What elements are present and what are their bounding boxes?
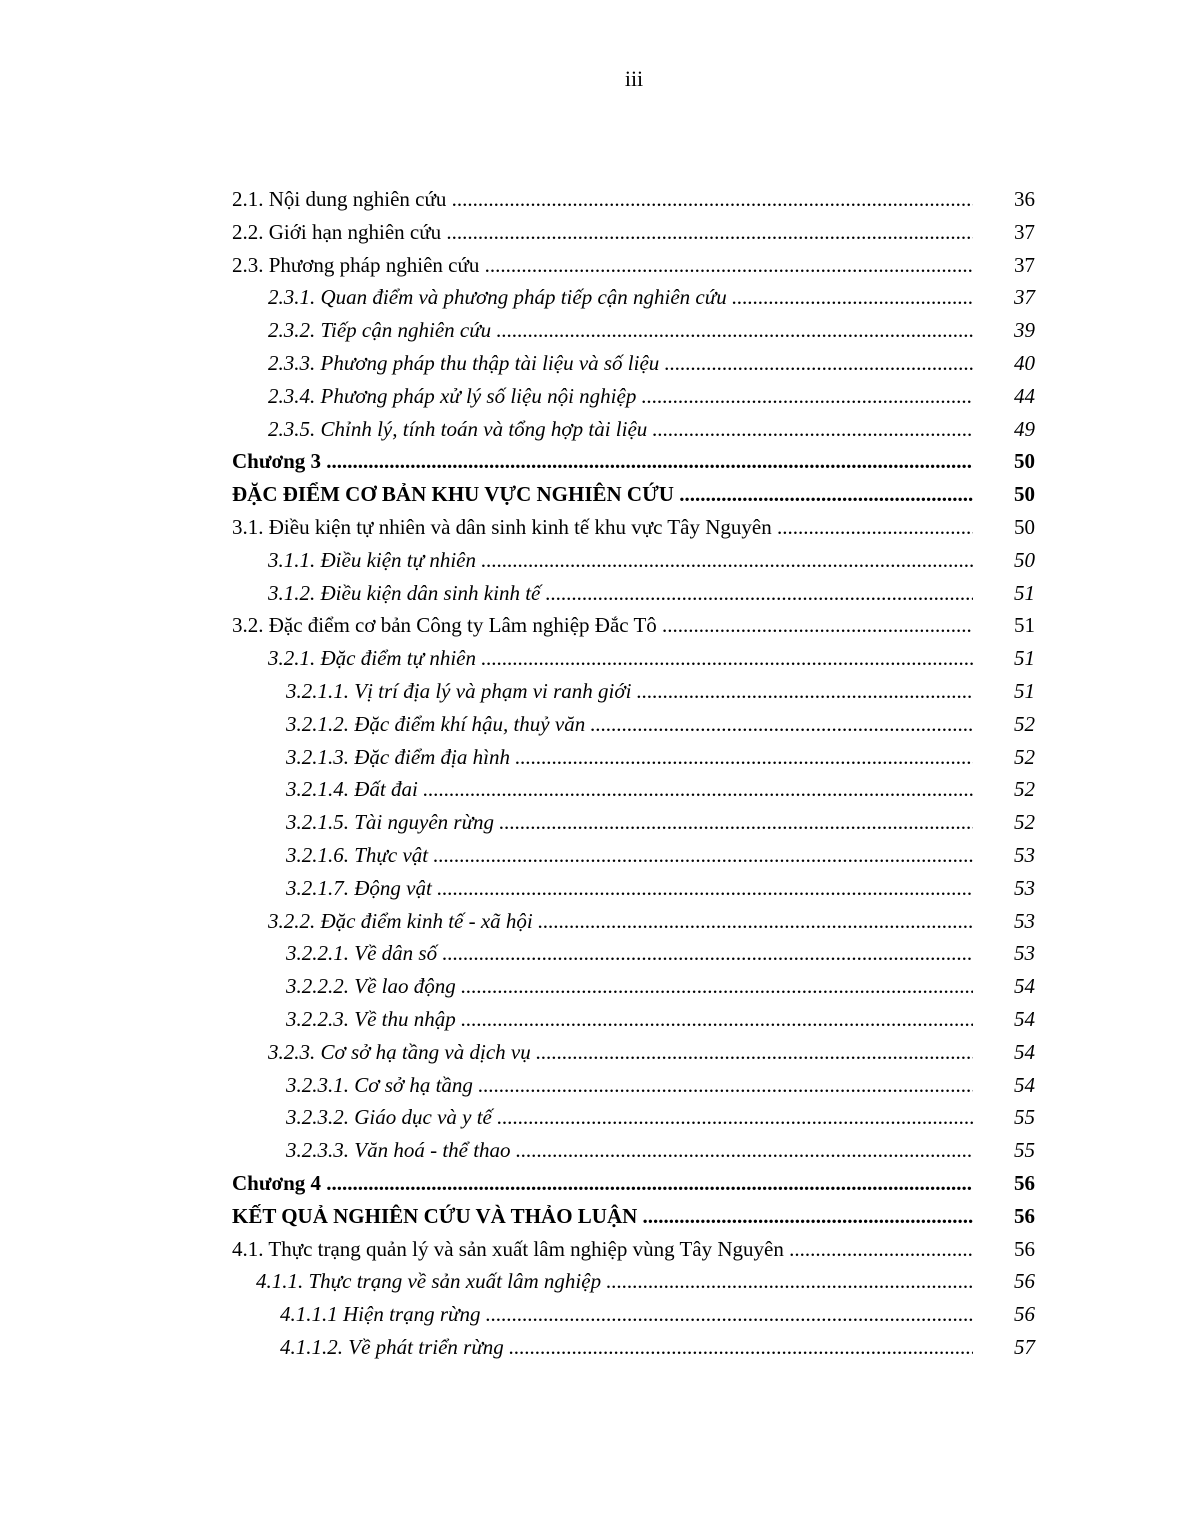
toc-entry-page: 50	[1014, 449, 1035, 474]
toc-entry-title: 3.2.3. Cơ sở hạ tầng và dịch vụ .....	[268, 1036, 973, 1068]
toc-entry-title: 3.2.2. Đặc điểm kinh tế - xã hội .....	[268, 905, 973, 937]
toc-entry-page: 56	[1014, 1170, 1035, 1195]
toc-entry[interactable]	[232, 905, 1035, 938]
toc-entry-title: 3.2.1.3. Đặc điểm địa hình .....	[286, 741, 973, 773]
toc-entry[interactable]	[232, 314, 1035, 347]
toc-entry[interactable]	[232, 544, 1035, 577]
toc-entry-page: 56	[1014, 1236, 1035, 1261]
toc-entry-title: 3.2.2.2. Về lao động .....	[286, 970, 973, 1002]
toc-entry-title: 2.3. Phương pháp nghiên cứu .....	[232, 249, 973, 281]
toc-entry[interactable]	[232, 1298, 1035, 1331]
toc-entry[interactable]	[232, 347, 1035, 380]
toc-entry[interactable]	[232, 708, 1035, 741]
toc-entry-title: ĐẶC ĐIỂM CƠ BẢN KHU VỰC NGHIÊN CỨU .....	[232, 478, 973, 510]
toc-entry[interactable]	[232, 413, 1035, 446]
toc-entry-page: 52	[1014, 711, 1035, 736]
toc-entry[interactable]	[232, 741, 1035, 774]
toc-entry-title: 2.3.2. Tiếp cận nghiên cứu .....	[268, 314, 973, 346]
toc-entry-title: 3.2.1.6. Thực vật .....	[286, 839, 973, 871]
toc-entry-page: 49	[1014, 416, 1035, 441]
toc-entry[interactable]	[232, 511, 1035, 544]
toc-entry[interactable]	[232, 577, 1035, 610]
toc-entry-page: 53	[1014, 941, 1035, 966]
toc-entry-page: 50	[1014, 482, 1035, 507]
toc-entry-title: 4.1. Thực trạng quản lý và sản xuất lâm nghiệp vùng Tây Nguyên .....	[232, 1233, 973, 1265]
toc-entry-title: 3.2.1.2. Đặc điểm khí hậu, thuỷ văn .....	[286, 708, 973, 740]
toc-entry[interactable]	[232, 445, 1035, 478]
toc-entry-title: 3.1.1. Điều kiện tự nhiên .....	[268, 544, 973, 576]
toc-entry-page: 40	[1014, 350, 1035, 375]
toc-entry-page: 36	[1014, 187, 1035, 211]
toc-entry-title: 3.2.2.3. Về thu nhập .....	[286, 1003, 973, 1035]
toc-entry[interactable]	[232, 1134, 1035, 1167]
toc-entry-title: 2.1. Nội dung nghiên cứu .....	[232, 183, 973, 215]
toc-entry-title: 3.1. Điều kiện tự nhiên và dân sinh kinh tế khu vực Tây Nguyên .....	[232, 511, 973, 543]
toc-entry-title: 2.3.5. Chỉnh lý, tính toán và tổng hợp tài liệu .....	[268, 413, 973, 445]
toc-entry-title: 3.2.1.5. Tài nguyên rừng .....	[286, 806, 973, 838]
toc-entry-title: 3.2.1. Đặc điểm tự nhiên .....	[268, 642, 973, 674]
toc-entry[interactable]	[232, 1233, 1035, 1266]
toc-entry-title: 3.2.1.1. Vị trí địa lý và phạm vi ranh giới .....	[286, 675, 973, 707]
toc-entry-title: 4.1.1.2. Về phát triển rừng .....	[280, 1331, 973, 1363]
toc-entry-title: 4.1.1. Thực trạng về sản xuất lâm nghiệp .....	[256, 1265, 973, 1297]
toc-entry-page: 55	[1014, 1105, 1035, 1130]
toc-entry-title: 2.2. Giới hạn nghiên cứu .....	[232, 216, 973, 248]
toc-entry[interactable]	[232, 1167, 1035, 1200]
toc-entry-title: 3.2.3.1. Cơ sở hạ tầng .....	[286, 1069, 973, 1101]
toc-entry[interactable]	[232, 872, 1035, 905]
toc-entry[interactable]	[232, 478, 1035, 511]
toc-entry-page: 52	[1014, 744, 1035, 769]
toc-entry-page: 52	[1014, 777, 1035, 802]
toc-entry-page: 52	[1014, 810, 1035, 835]
toc-entry[interactable]	[232, 970, 1035, 1003]
toc-entry-title: 3.1.2. Điều kiện dân sinh kinh tế .....	[268, 577, 973, 609]
toc-entry-page: 51	[1014, 613, 1035, 638]
toc-entry-page: 56	[1014, 1269, 1035, 1294]
toc-entry[interactable]	[232, 937, 1035, 970]
toc-entry-title: 2.3.4. Phương pháp xử lý số liệu nội nghiệp .....	[268, 380, 973, 412]
toc-entry-title: Chương 4 .....	[232, 1167, 973, 1199]
toc-entry[interactable]	[232, 839, 1035, 872]
toc-entry-title: 3.2.3.2. Giáo dục và y tế .....	[286, 1101, 973, 1133]
toc-entry-page: 56	[1014, 1203, 1035, 1228]
toc-entry-page: 54	[1014, 1006, 1035, 1031]
toc-entry-page: 53	[1014, 875, 1035, 900]
toc-entry-title: 3.2.2.1. Về dân số .....	[286, 937, 973, 969]
toc-entry[interactable]	[232, 1200, 1035, 1233]
toc-entry[interactable]	[232, 1003, 1035, 1036]
toc-entry-page: 54	[1014, 974, 1035, 999]
toc-entry-page: 50	[1014, 514, 1035, 539]
toc-entry-page: 54	[1014, 1072, 1035, 1097]
toc-entry[interactable]	[232, 249, 1035, 282]
toc-entry[interactable]	[232, 1331, 1035, 1364]
toc-entry-title: 3.2.1.7. Động vật .....	[286, 872, 973, 904]
toc-entry-title: 3.2.3.3. Văn hoá - thể thao .....	[286, 1134, 973, 1166]
toc-entry[interactable]	[232, 1069, 1035, 1102]
toc-entry[interactable]	[232, 183, 1035, 216]
toc-entry[interactable]	[232, 380, 1035, 413]
toc-entry[interactable]	[232, 675, 1035, 708]
toc-entry[interactable]	[232, 773, 1035, 806]
toc-entry[interactable]	[232, 806, 1035, 839]
toc-entry-title: 4.1.1.1 Hiện trạng rừng .....	[280, 1298, 973, 1330]
page-number: iii	[624, 66, 644, 91]
toc-entry-title: KẾT QUẢ NGHIÊN CỨU VÀ THẢO LUẬN .....	[232, 1200, 973, 1232]
toc-entry[interactable]	[232, 609, 1035, 642]
toc-entry[interactable]	[232, 1265, 1035, 1298]
toc-entry-title: 3.2.1.4. Đất đai .....	[286, 773, 973, 805]
toc-entry-page: 37	[1014, 285, 1035, 310]
toc-entry-page: 57	[1014, 1334, 1035, 1359]
toc-entry[interactable]	[232, 642, 1035, 675]
toc-entry-page: 44	[1014, 383, 1035, 408]
toc-entry[interactable]	[232, 216, 1035, 249]
toc-entry-page: 51	[1014, 646, 1035, 671]
toc-entry-title: Chương 3 .....	[232, 445, 973, 477]
toc-entry[interactable]	[232, 281, 1035, 314]
toc-entry-page: 37	[1014, 252, 1035, 277]
toc-entry-page: 50	[1014, 547, 1035, 572]
table-of-contents	[232, 183, 1035, 1364]
toc-entry-page: 39	[1014, 318, 1035, 343]
toc-entry-page: 51	[1014, 580, 1035, 605]
toc-entry[interactable]	[232, 1101, 1035, 1134]
toc-entry-page: 54	[1014, 1039, 1035, 1064]
toc-entry-title: 3.2. Đặc điểm cơ bản Công ty Lâm nghiệp Đắc Tô .....	[232, 609, 973, 641]
toc-entry-title: 2.3.3. Phương pháp thu thập tài liệu và số liệu .....	[268, 347, 973, 379]
toc-entry-page: 37	[1014, 219, 1035, 244]
toc-entry[interactable]	[232, 1036, 1035, 1069]
toc-entry-page: 53	[1014, 908, 1035, 933]
toc-entry-page: 55	[1014, 1138, 1035, 1163]
toc-entry-page: 56	[1014, 1302, 1035, 1327]
toc-entry-title: 2.3.1. Quan điểm và phương pháp tiếp cận nghiên cứu .....	[268, 281, 973, 313]
toc-entry-page: 53	[1014, 842, 1035, 867]
toc-entry-page: 51	[1014, 678, 1035, 703]
